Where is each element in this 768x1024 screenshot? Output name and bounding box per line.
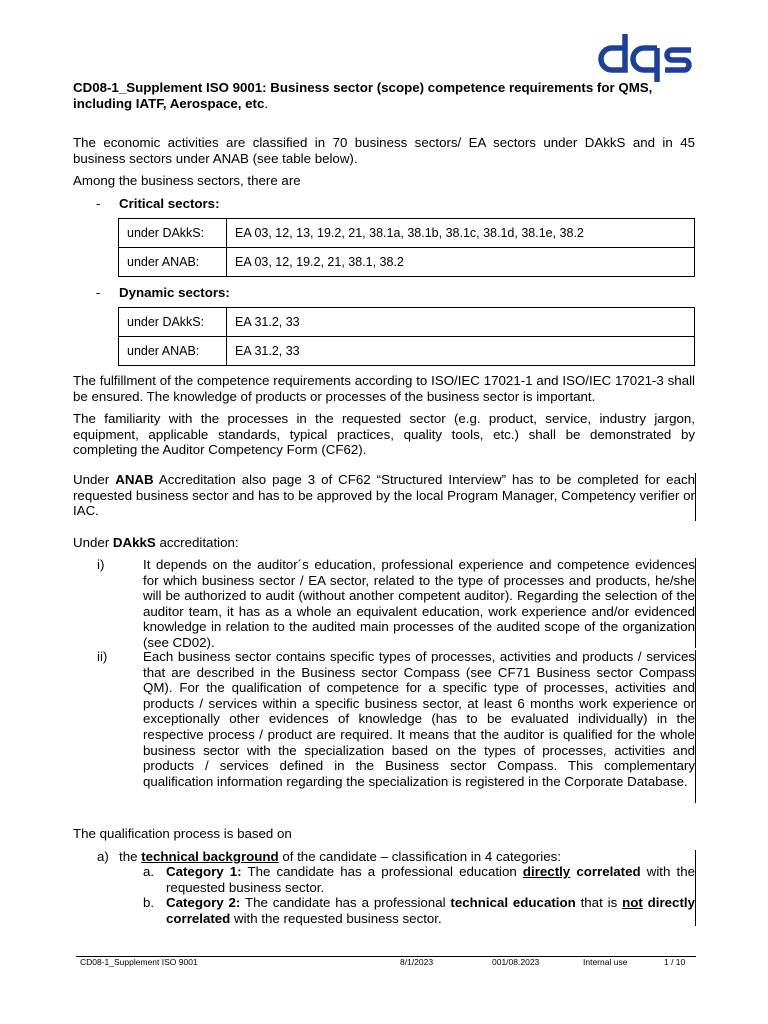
critical-sectors-label: Critical sectors: [119, 196, 220, 211]
item-i-text: It depends on the auditor´s education, professional experience and competence evidences for which business sector / EA sector, related to the type of processes and products, he/she will be authorized to audit (without another competent auditor). Regarding the selection of the auditor team, it has as a whole an equivalent education, work experience and/or evidenced knowledge in relation to the audited main processes of the audited scope of the organization (see CD02). [143, 557, 695, 650]
critical-dash: - [96, 196, 101, 211]
scheme-cell: under DAkkS: [119, 308, 227, 337]
table-row [119, 337, 695, 366]
table-row [119, 219, 695, 248]
qualification-intro: The qualification process is based on [73, 826, 292, 841]
item-a-text: the technical background of the candidate – classification in 4 categories: [119, 849, 561, 864]
familiarity-paragraph: The familiarity with the processes in the requested sector (e.g. product, service, industry jargon, equipment, applicable standards, typical practices, quality tools, etc.) shall be demonstrated by completing the Auditor Competency Form (CF62). [73, 411, 695, 458]
scheme-cell: under DAkkS: [119, 219, 227, 248]
cat1-marker: a. [143, 864, 155, 879]
dqs-logo [598, 30, 696, 82]
scheme-cell: under ANAB: [119, 337, 227, 366]
footer-date: 8/1/2023 [400, 957, 434, 967]
scheme-cell: under ANAB: [119, 248, 227, 277]
item-ii-marker: ii) [97, 649, 108, 664]
intro-sectors-lead: Among the business sectors, there are [73, 173, 301, 188]
fulfillment-paragraph: The fulfillment of the competence requirements according to ISO/IEC 17021-1 and ISO/IEC 17021-3 shall be ensured. The knowledge of products or processes of the business sector is important. [73, 373, 695, 404]
sectors-cell: EA 31.2, 33 [227, 337, 695, 366]
change-bar [695, 650, 696, 803]
anab-paragraph: Under ANAB Accreditation also page 3 of CF62 “Structured Interview” has to be completed for each requested business sector and has to be approved by the local Program Manager, Competency verifier or IAC. [73, 472, 696, 519]
change-bar [695, 850, 696, 926]
intro-paragraph: The economic activities are classified in 70 business sectors/ EA sectors under DAkkS and in 45 business sectors under ANAB (see table below). [73, 135, 695, 166]
item-ii-text: Each business sector contains specific types of processes, activities and products / services that are described in the Business sector Compass (see CF71 Business sector Compass QM). For the qualification of competence for a specific type of processes, activities and products / services within a specific business sector, at least 6 months work experience or exceptionally other evidences of knowledge (has to be evaluated individually) in the respective process / product are required. It means that the auditor is qualified for the whole business sector with the specialization based on the types of processes, activities and products / services defined in the Business sector Compass. This complementary qualification information regarding the specialization is registered in the Corporate Database. [143, 649, 695, 789]
table-row [119, 308, 695, 337]
item-a-marker: a) [97, 849, 109, 864]
sectors-cell: EA 31.2, 33 [227, 308, 695, 337]
change-bar [695, 473, 696, 521]
cat1-text: Category 1: The candidate has a professional education directly correlated with the requested business sector. [166, 864, 695, 895]
cat2-text: Category 2: The candidate has a professional technical education that is not directly correlated with the requested business sector. [166, 895, 695, 926]
item-i-marker: i) [97, 557, 105, 572]
critical-sectors-table [118, 218, 695, 277]
dynamic-sectors-label: Dynamic sectors: [119, 285, 230, 300]
sectors-cell: EA 03, 12, 19.2, 21, 38.1, 38.2 [227, 248, 695, 277]
change-bar [695, 558, 696, 648]
dynamic-sectors-table [118, 307, 695, 366]
footer-page-number: 1 / 10 [664, 957, 686, 967]
cat2-marker: b. [143, 895, 155, 910]
footer-version: 001/08.2023 [492, 957, 540, 967]
sectors-cell: EA 03, 12, 13, 19.2, 21, 38.1a, 38.1b, 38.1c, 38.1d, 38.1e, 38.2 [227, 219, 695, 248]
footer-classification: Internal use [583, 957, 628, 967]
document-title: CD08-1_Supplement ISO 9001: Business sector (scope) competence requirements for QMS, including IATF, Aerospace, etc. [73, 80, 653, 111]
footer-doc-id: CD08-1_Supplement ISO 9001 [80, 957, 198, 967]
table-row [119, 248, 695, 277]
dynamic-dash: - [96, 285, 101, 300]
dakks-lead: Under DAkkS accreditation: [73, 535, 239, 550]
